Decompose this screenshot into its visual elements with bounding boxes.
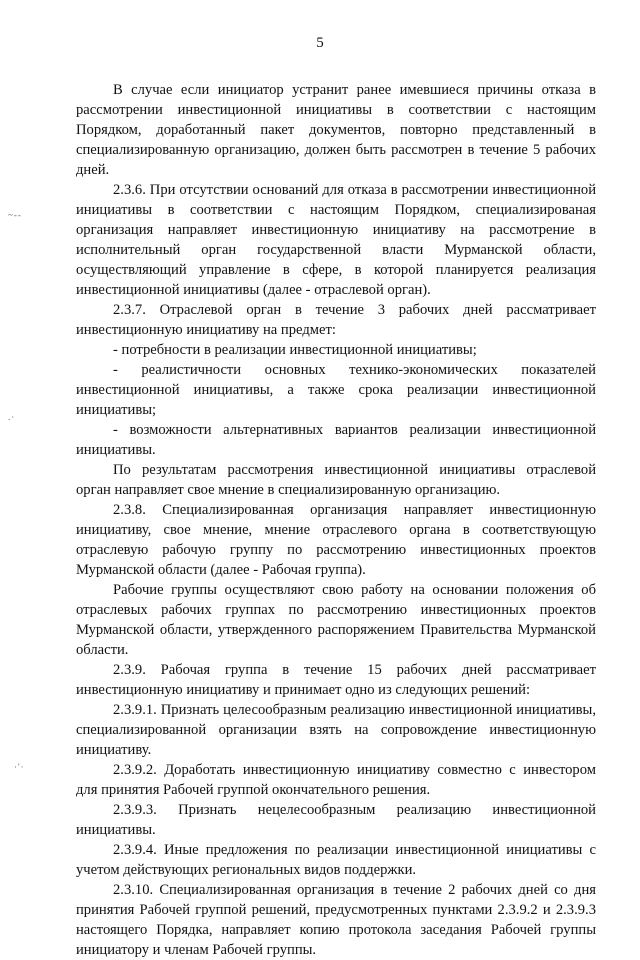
page-number: 5 <box>316 35 324 51</box>
margin-scan-mark: ~-- <box>8 210 22 220</box>
paragraph-resubmission: В случае если инициатор устранит ранее имевшиеся причины отказа в рассмотрении инвестиционной инициативы в соответствии с настоящим Порядком, доработанный пакет документов, повторно представленный в специализированную организацию, должен быть рассмотрен в течение 5 рабочих дней. <box>76 82 596 178</box>
paragraph-review-results: По результатам рассмотрения инвестиционной инициативы отраслевой орган направляет свое мнение в специализированную организацию. <box>76 462 596 498</box>
paragraph-working-groups: Рабочие группы осуществляют свою работу на основании положения об отраслевых рабочих группах по рассмотрению инвестиционных проектов Мурманской области, утвержденного распоряжением Правительства Мурманской области. <box>76 582 596 658</box>
paragraph-2-3-6: 2.3.6. При отсутствии оснований для отказа в рассмотрении инвестиционной инициативы в соответствии с настоящим Порядком, специализированая организация направляет инвестиционную инициативу на рассмотрение в исполнительный орган государственной власти Мурманской области, осуществляющий управление в сфере, в которой планируется реализация инвестиционной инициативы (далее - отраслевой орган). <box>76 182 596 298</box>
paragraph-2-3-9-3: 2.3.9.3. Признать нецелесообразным реализацию инвестиционной инициативы. <box>76 802 596 838</box>
margin-scan-mark: ·'· <box>14 762 25 772</box>
paragraph-2-3-8: 2.3.8. Специализированная организация направляет инвестиционную инициативу, свое мнение, мнение отраслевого органа в соответствующую отраслевую рабочую группу по рассмотрению инвестиционных проектов Мурманской области (далее - Рабочая группа). <box>76 502 596 578</box>
document-body <box>76 80 596 960</box>
paragraph-2-3-7: 2.3.7. Отраслевой орган в течение 3 рабочих дней рассматривает инвестиционную инициативу на предмет: <box>76 302 596 338</box>
paragraph-2-3-9-4: 2.3.9.4. Иные предложения по реализации инвестиционной инициативы с учетом действующих региональных видов поддержки. <box>76 842 596 878</box>
paragraph-2-3-9-1: 2.3.9.1. Признать целесообразным реализацию инвестиционной инициативы, специализированной организации взять на сопровождение инвестиционную инициативу. <box>76 702 596 758</box>
list-item-alternatives: - возможности альтернативных вариантов реализации инвестиционной инициативы. <box>76 422 596 458</box>
list-item-need: - потребности в реализации инвестиционной инициативы; <box>113 342 477 358</box>
paragraph-2-3-10: 2.3.10. Специализированная организация в течение 2 рабочих дней со дня принятия Рабочей группой решений, предусмотренных пунктами 2.3.9.2 и 2.3.9.3 настоящего Порядка, направляет копию протокола заседания Рабочей группы инициатору и членам Рабочей группы. <box>76 882 596 958</box>
margin-scan-mark: .· <box>8 412 16 422</box>
list-item-realism: - реалистичности основных технико-экономических показателей инвестиционной инициативы, а также срока реализации инвестиционной инициативы; <box>76 362 596 418</box>
paragraph-2-3-9: 2.3.9. Рабочая группа в течение 15 рабочих дней рассматривает инвестиционную инициативу и принимает одно из следующих решений: <box>76 662 596 698</box>
paragraph-2-3-9-2: 2.3.9.2. Доработать инвестиционную инициативу совместно с инвестором для принятия Рабочей группой окончательного решения. <box>76 762 596 798</box>
